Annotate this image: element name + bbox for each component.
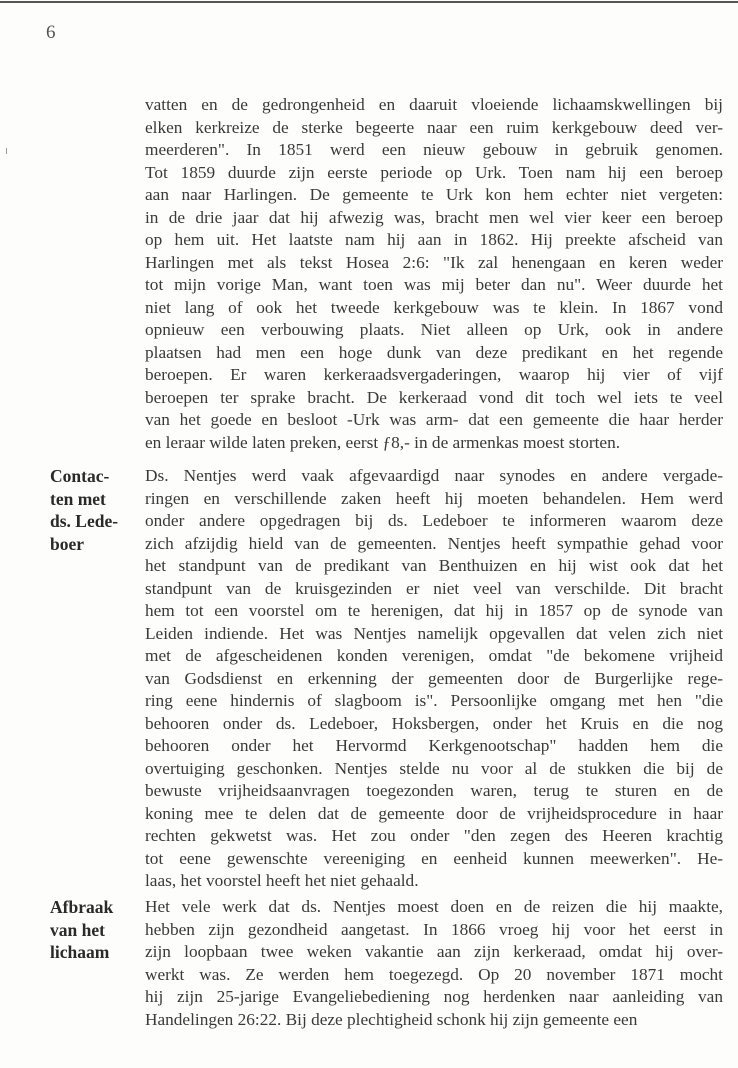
heading-line: Afbraak [50,897,114,917]
scan-mark [6,148,7,154]
text-line: hem tot een voorstel om te herenigen, dat hij in 1857 op de synode van [145,601,723,620]
text-line: meerderen". In 1851 werd een nieuw gebouw in gebruik genomen. [145,140,723,159]
text-line: op hem uit. Het laatste nam hij aan in 1862. Hij preekte afscheid van [145,230,723,249]
text-line: van Godsdienst en erkenning der gemeenten door de Burgerlijke rege- [145,668,723,688]
heading-line: boer [50,533,85,554]
text-line: Harlingen met als tekst Hosea 2:6: "Ik zal henengaan en keren weder [145,252,723,272]
text-line: behooren onder het Hervormd Kerkgenootschap" hadden hem die [145,736,723,755]
text-line: aan naar Harlingen. De gemeente te Urk kon hem echter niet vergeten: [145,185,723,204]
text-line: tot mijn vorige Man, want toen was mij beter dan nu". Weer duurde het [145,275,723,294]
text-line: elken kerkreize de sterke begeerte naar een ruim kerkgebouw deed ver- [145,117,723,137]
heading-line: ten met [50,488,106,509]
text-line: beroepen ter sprake bracht. De kerkeraad vond dit toch wel iets te veel [145,387,723,407]
heading-line: lichaam [50,942,110,962]
text-line: ringen en verschillende zaken heeft hij moeten behandelen. Hem werd [145,488,723,508]
heading-line: Contac- [50,466,110,486]
text-line: overtuiging geschonken. Nentjes stelde nu voor al de stukken die bij de [145,758,723,778]
text-line: standpunt van de kruisgezinden er niet veel van verschilde. Dit bracht [145,578,723,598]
text-line: het standpunt van de predikant van Benthuizen en hij wist ook dat het [145,556,723,575]
text-line: en leraar wilde laten preken, eerst ƒ8,- in de armenkas moest storten. [145,432,621,452]
text-line: laas, het voorstel heeft het niet gehaald. [145,871,419,890]
text-line: met de afgescheidenen konden verenigen, omdat "de bekomene vrijheid [145,646,723,665]
text-line: in de drie jaar dat hij afwezig was, bracht men wel vier keer een beroep [145,207,723,227]
text-line: van het goede en besloot -Urk was arm- dat een gemeente die haar herder [145,410,723,429]
text-line: zijn loopbaan twee weken vakantie aan zijn kerkeraad, omdat hij over- [145,942,723,961]
heading-line: ds. Lede- [50,511,119,531]
side-heading-afbraak [50,896,140,964]
page-top-rule [0,1,738,3]
text-line: behooren onder ds. Ledeboer, Hoksbergen, onder het Kruis en die nog [145,713,723,733]
text-line: Het vele werk dat ds. Nentjes moest doen en de reizen die hij maakte, [145,897,723,916]
text-line: werkt was. Ze werden hem toegezegd. Op 20 november 1871 mocht [145,964,723,984]
text-line: koning mee te delen dat de gemeente door de vrijheidsprocedure in haar [145,803,723,823]
text-line: plaatsen had men een hoge dunk van deze predikant en het regende [145,342,723,362]
page-number: 6 [46,22,56,43]
text-line: hij zijn 25-jarige Evangeliebediening nog herdenken naar aanleiding van [145,987,723,1006]
paragraph-continuation [145,94,723,454]
text-line: bewuste vrijheidsaanvragen toegezonden waren, terug te sturen en de [145,781,723,800]
text-line: Leiden indiende. Het was Nentjes namelijk opgevallen dat velen zich niet [145,623,723,643]
paragraph-contacten [145,465,723,893]
text-line: Tot 1859 duurde zijn eerste periode op Urk. Toen nam hij een beroep [145,162,723,182]
text-line: ring eene hindernis of slagboom is". Persoonlijke omgang met hen "die [145,691,723,710]
side-heading-contacten [50,465,140,555]
text-line: Handelingen 26:22. Bij deze plechtigheid schonk hij zijn gemeente een [145,1009,638,1029]
text-line: zich afzijdig hield van de gemeenten. Nentjes heeft sympathie gehad voor [145,533,723,553]
text-line: opnieuw een verbouwing plaats. Niet alleen op Urk, ook in andere [145,320,723,339]
text-line: onder andere opgedragen bij ds. Ledeboer te informeren waarom deze [145,511,723,530]
text-line: beroepen. Er waren kerkeraadsvergaderingen, waarop hij vier of vijf [145,365,723,384]
text-line: Ds. Nentjes werd vaak afgevaardigd naar synodes en andere vergade- [145,466,723,485]
text-line: vatten en de gedrongenheid en daaruit vloeiende lichaamskwellingen bij [145,95,723,114]
heading-line: van het [50,919,105,940]
text-line: rechten gekwetst was. Het zou onder "den zegen des Heeren krachtig [145,826,723,845]
text-line: niet lang of ook het tweede kerkgebouw was te klein. In 1867 vond [145,297,723,317]
paragraph-afbraak [145,896,723,1031]
text-line: tot eene gewenschte vereeniging en eenheid kunnen meewerken". He- [145,848,723,868]
text-line: hebben zijn gezondheid aangetast. In 1866 vroeg hij voor het eerst in [145,919,723,939]
